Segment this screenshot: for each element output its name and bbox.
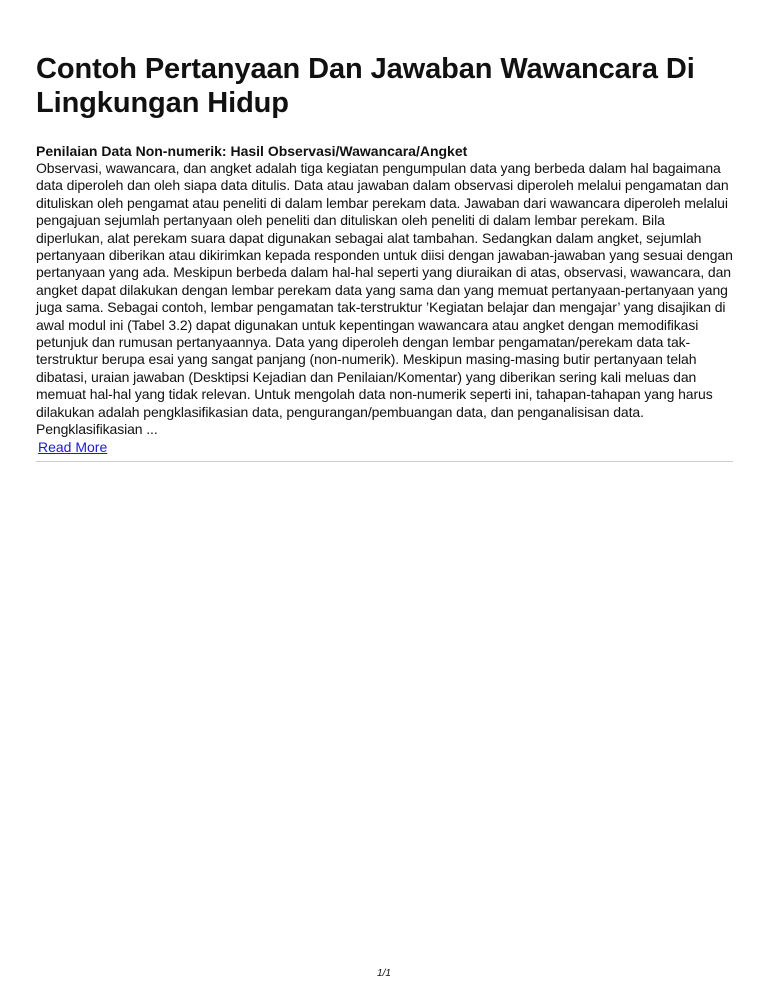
read-more-link[interactable]: Read More — [38, 438, 108, 455]
page-number: 1/1 — [377, 968, 391, 979]
article-body: Observasi, wawancara, dan angket adalah tiga kegiatan pengumpulan data yang berbeda dalam hal bagaimana data diperoleh dan oleh siapa data ditulis. Data atau jawaban dalam observasi diperoleh melalui pengamatan dan dituliskan oleh pengamat atau peneliti di dalam lembar perekam data. Jawaban dari wawancara diperoleh melalui pengajuan sejumlah pertanyaan oleh peneliti dan dituliskan oleh peneliti di dalam lembar perekam. Bila diperlukan, alat perekam suara dapat digunakan sebagai alat tambahan. Sedangkan dalam angket, sejumlah pertanyaan diberikan atau dikirimkan kepada responden untuk diisi dengan jawaban-jawaban yang sesuai dengan pertanyaan yang ada. Meskipun berbeda dalam hal-hal seperti yang diuraikan di atas, observasi, wawancara, dan angket dapat dilakukan dengan lembar perekam data yang sama dan yang memuat pertanyaan-pertanyaan yang juga sama. Sebagai contoh, lembar pengamatan tak-terstruktur ’Kegiatan belajar dan mengajar’ yang disajikan di awal modul ini (Tabel 3.2) dapat digunakan untuk kepentingan wawancara atau angket dengan memodifikasi petunjuk dan rumusan pertanyaannya. Data yang diperoleh dengan lembar pengamatan/perekam data tak-terstruktur berupa esai yang sangat panjang (non-numerik). Meskipun masing-masing butir pertanyaan telah dibatasi, uraian jawaban (Desktipsi Kejadian dan Penilaian/Komentar) yang diberikan sering kali meluas dan memuat hal-hal yang tidak relevan. Untuk mengolah data non-numerik seperti ini, tahapan-tahapan yang harus dilakukan adalah pengklasifikasian data, pengurangan/pembuangan data, dan penganalisisan data. Pengklasifikasian ... — [36, 160, 733, 438]
section-heading: Penilaian Data Non-numerik: Hasil Observasi/Wawancara/Angket — [36, 143, 468, 159]
divider — [36, 461, 733, 462]
page-title: Contoh Pertanyaan Dan Jawaban Wawancara Di Lingkungan Hidup — [36, 53, 695, 119]
document-page — [36, 52, 733, 462]
